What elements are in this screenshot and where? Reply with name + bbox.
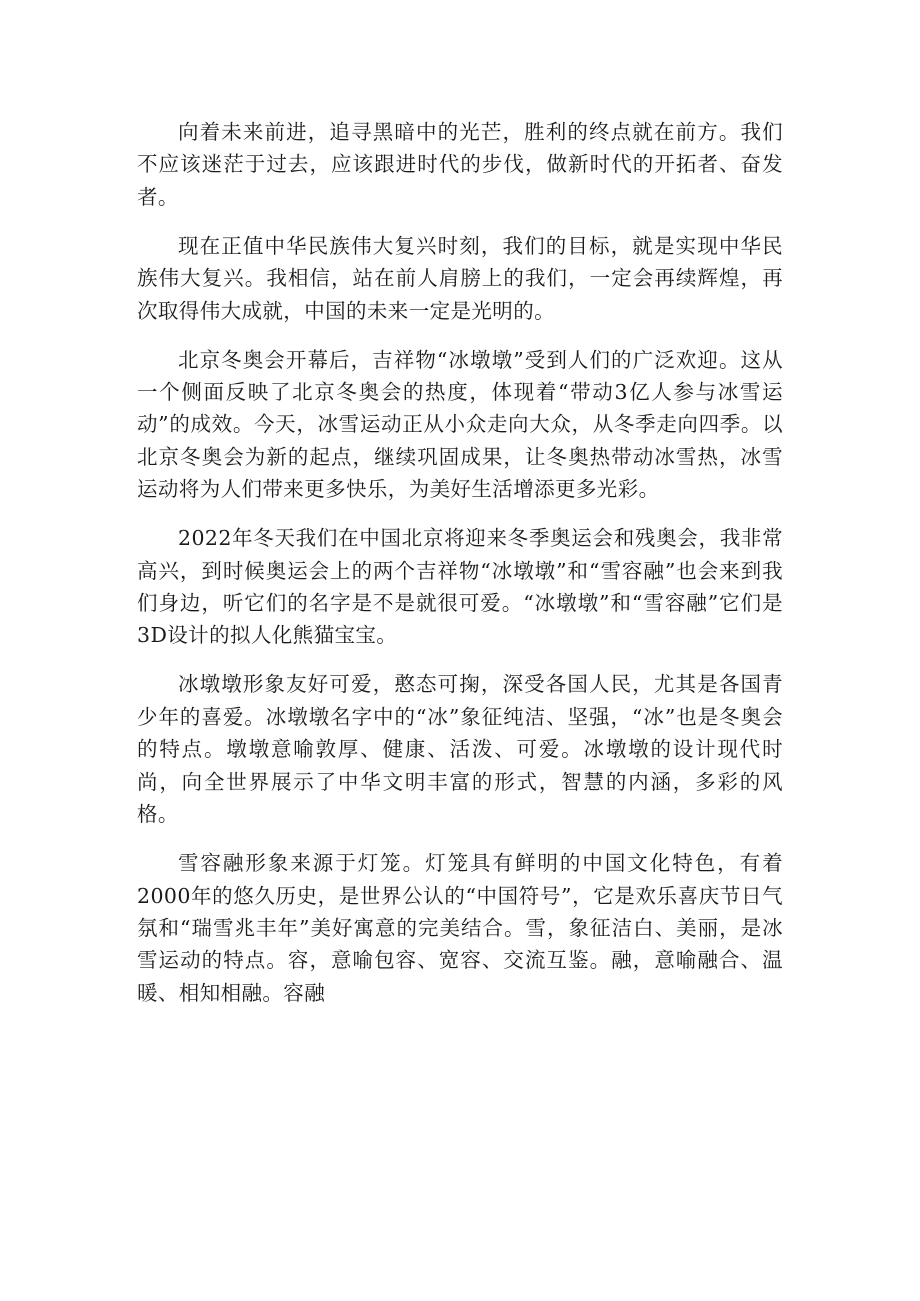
paragraph-rejuvenation: 现在正值中华民族伟大复兴时刻，我们的目标，就是实现中华民族伟大复兴。我相信，站在前人肩膀上的我们，一定会再续辉煌，再次取得伟大成就，中国的未来一定是光明的。 — [137, 233, 783, 323]
paragraph-shuey-rhon-rhon-meaning: 雪容融形象来源于灯笼。灯笼具有鲜明的中国文化特色，有着2000年的悠久历史，是世界公认的“中国符号”，它是欢乐喜庆节日气氛和“瑞雪兆丰年”美好寓意的完美结合。雪，象征洁白、美丽，是冰雪运动的特点。容，意喻包容、宽容、交流互鉴。融，意喻融合、温暖、相知相融。容融 — [137, 851, 783, 1005]
paragraph-future: 向着未来前进，追寻黑暗中的光芒，胜利的终点就在前方。我们不应该迷茫于过去，应该跟进时代的步伐，做新时代的开拓者、奋发者。 — [137, 120, 783, 209]
paragraph-bing-dwen-dwen-popularity: 北京冬奥会开幕后，吉祥物“冰墩墩”受到人们的广泛欢迎。这从一个侧面反映了北京冬奥会的热度，体现着“带动3亿人参与冰雪运动”的成效。今天，冰雪运动正从小众走向大众，从冬季走向四季。以北京冬奥会为新的起点，继续巩固成果，让冬奥热带动冰雪热，冰雪运动将为人们带来更多快乐，为美好生活增添更多光彩。 — [137, 347, 783, 502]
document-body — [137, 116, 783, 1026]
paragraph-bing-dwen-dwen-meaning: 冰墩墩形象友好可爱，憨态可掬，深受各国人民，尤其是各国青少年的喜爱。冰墩墩名字中的“冰”象征纯洁、坚强，“冰”也是冬奥会的特点。墩墩意喻敦厚、健康、活泼、可爱。冰墩墩的设计现代时尚，向全世界展示了中华文明丰富的形式，智慧的内涵，多彩的风格。 — [137, 672, 783, 827]
paragraph-winter-olympics-mascots: 2022年冬天我们在中国北京将迎来冬季奥运会和残奥会，我非常高兴，到时候奥运会上的两个吉祥物“冰墩墩”和“雪容融”也会来到我们身边，听它们的名字是不是就很可爱。“冰墩墩”和“雪容融”它们是3D设计的拟人化熊猫宝宝。 — [137, 526, 783, 648]
